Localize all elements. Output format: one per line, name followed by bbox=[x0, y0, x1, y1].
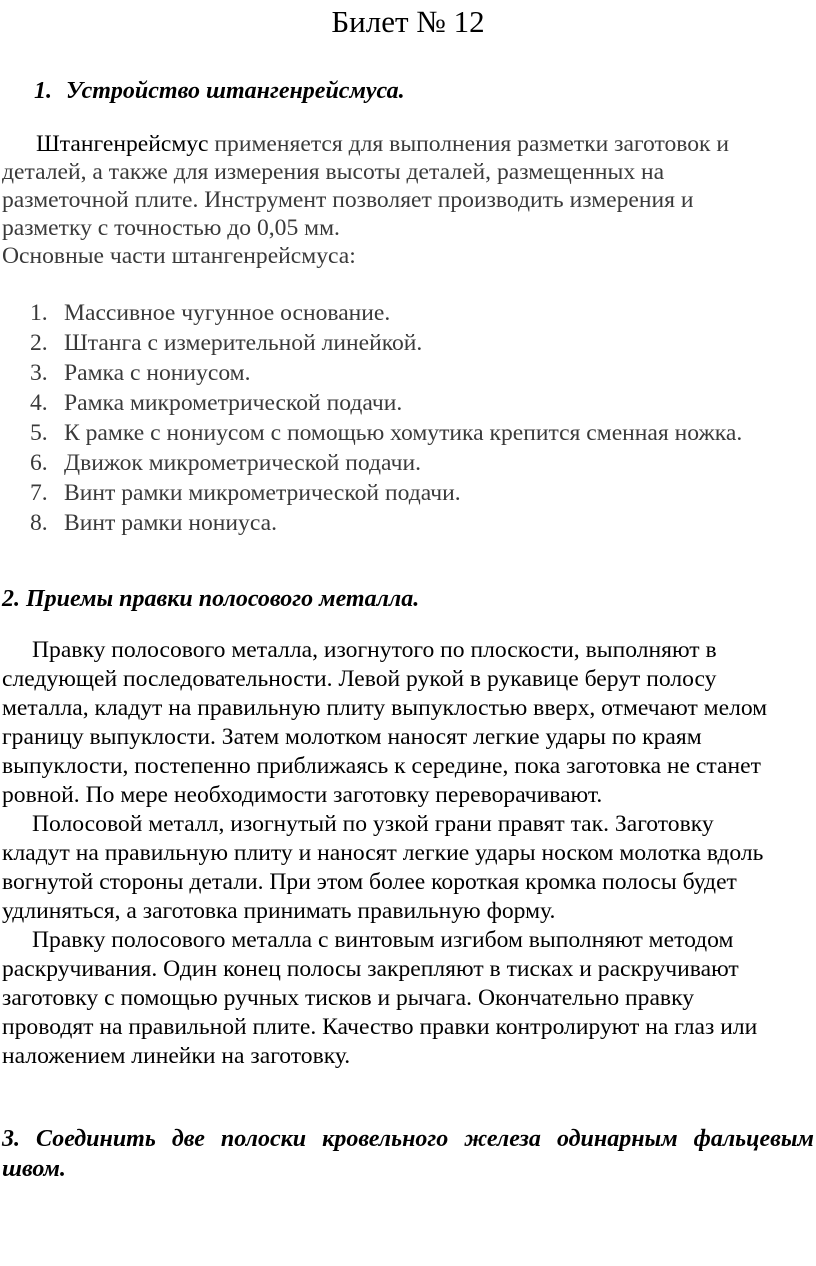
heading-word: Соединить bbox=[36, 1126, 156, 1152]
body-line: Полосовой металл, изогнутый по узкой грани правят так. Заготовку bbox=[32, 811, 714, 837]
parts-intro: Основные части штангенрейсмуса: bbox=[2, 243, 356, 269]
list-item bbox=[30, 328, 742, 358]
para-line: применяется для выполнения разметки заготовок и bbox=[208, 131, 730, 157]
heading-line-2: швом. bbox=[2, 1156, 66, 1182]
body-line: границу выпуклости. Затем молотком наносят легкие удары по краям bbox=[2, 724, 702, 750]
body-line: следующей последовательности. Левой рукой в рукавице берут полосу bbox=[2, 666, 717, 692]
section2-body bbox=[2, 636, 812, 1071]
body-line: заготовку с помощью ручных тисков и рычага. Окончательно правку bbox=[2, 985, 694, 1011]
section2-heading: 2. Приемы правки полосового металла. bbox=[2, 586, 420, 612]
term-lead: Штангенрейсмус bbox=[36, 131, 209, 157]
body-line: наложением линейки на заготовку. bbox=[2, 1043, 351, 1069]
body-line: Правку полосового металла с винтовым изгибом выполняют методом bbox=[32, 927, 734, 953]
heading-word: одинарным bbox=[556, 1126, 678, 1152]
body-line: выпуклости, постепенно приближаясь к середине, пока заготовка не станет bbox=[2, 753, 761, 779]
para-line: разметочной плите. Инструмент позволяет производить измерения и bbox=[2, 187, 694, 213]
list-item-number: 8. bbox=[30, 510, 48, 536]
body-line: раскручивания. Один конец полосы закрепляют в тисках и раскручивают bbox=[2, 956, 739, 982]
body-line: вогнутой стороны детали. При этом более короткая кромка полосы будет bbox=[2, 869, 737, 895]
heading-word: кровельного bbox=[322, 1126, 449, 1152]
body-line: металла, кладут на правильную плиту выпуклостью вверх, отмечают мелом bbox=[2, 695, 768, 721]
heading-word: полоски bbox=[220, 1126, 307, 1152]
list-item-number: 1. bbox=[30, 300, 48, 326]
list-item-number: 4. bbox=[30, 390, 48, 416]
list-item bbox=[30, 448, 742, 478]
para-line: деталей, а также для измерения высоты деталей, размещенных на bbox=[2, 159, 665, 185]
para-line: разметку с точностью до 0,05 мм. bbox=[2, 215, 340, 241]
list-item-number: 6. bbox=[30, 450, 48, 476]
list-item-text: Винт рамки нониуса. bbox=[64, 510, 277, 536]
body-line: удлиняться, а заготовка принимать правильную форму. bbox=[2, 898, 556, 924]
section1-heading bbox=[34, 76, 405, 106]
ticket-title: Билет № 12 bbox=[331, 4, 485, 39]
body-line: кладут на правильную плиту и наносят легкие удары носком молотка вдоль bbox=[2, 840, 764, 866]
list-item bbox=[30, 508, 742, 538]
list-item-text: Винт рамки микрометрической подачи. bbox=[64, 480, 461, 506]
list-item-text: Рамка микрометрической подачи. bbox=[64, 390, 403, 416]
list-item bbox=[30, 388, 742, 418]
list-item-number: 3. bbox=[30, 360, 48, 386]
list-item-text: К рамке с нониусом с помощью хомутика крепится сменная ножка. bbox=[64, 420, 743, 446]
list-item-number: 7. bbox=[30, 480, 48, 506]
section1-heading-text: Устройство штангенрейсмуса. bbox=[66, 78, 405, 104]
list-item bbox=[30, 298, 742, 328]
list-item-text: Массивное чугунное основание. bbox=[64, 300, 391, 326]
list-item-number: 5. bbox=[30, 420, 48, 446]
section1-number: 1. bbox=[34, 78, 52, 104]
heading-word: две bbox=[171, 1126, 205, 1152]
list-item-text: Рамка с нониусом. bbox=[64, 360, 251, 386]
section1-paragraph bbox=[2, 130, 802, 270]
list-item bbox=[30, 418, 742, 448]
section3-heading bbox=[2, 1124, 814, 1184]
body-line: проводят на правильной плите. Качество правки контролируют на глаз или bbox=[2, 1014, 758, 1040]
list-item-text: Движок микрометрической подачи. bbox=[64, 450, 421, 476]
heading-word: 3. bbox=[2, 1126, 20, 1152]
list-item-text: Штанга с измерительной линейкой. bbox=[64, 330, 423, 356]
list-item bbox=[30, 358, 742, 388]
heading-word: железа bbox=[464, 1126, 541, 1152]
body-line: ровной. По мере необходимости заготовку переворачивают. bbox=[2, 782, 603, 808]
parts-list bbox=[30, 298, 742, 538]
list-item-number: 2. bbox=[30, 330, 48, 356]
list-item bbox=[30, 478, 742, 508]
body-line: Правку полосового металла, изогнутого по плоскости, выполняют в bbox=[32, 637, 717, 663]
heading-word: фальцевым bbox=[693, 1126, 814, 1152]
